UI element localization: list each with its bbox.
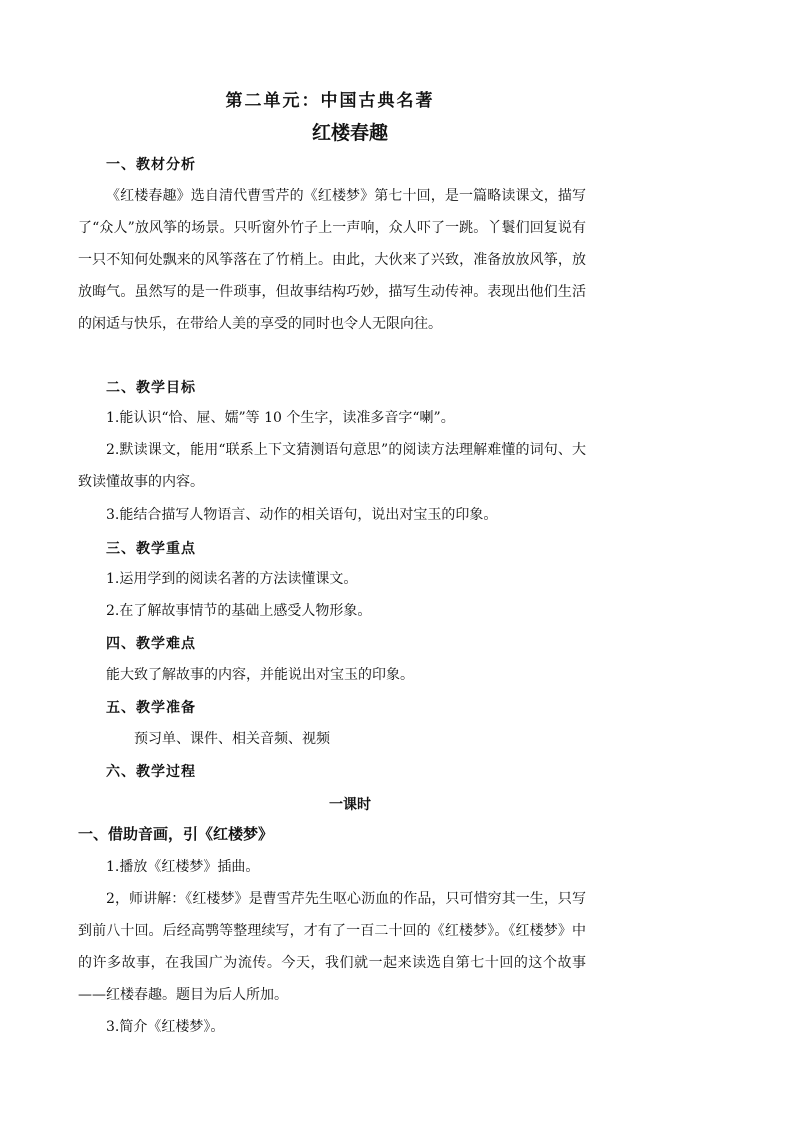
goal-item-1: 1.能认识“恰、屉、嬬”等 10 个生字，读准多音字“喇”。 [106, 410, 455, 426]
goal-item-2: 2.默读课文，能用“联系上下文猜测语句意思”的阅读方法理解难懂的词句、大致读懂故事的内容。 [78, 442, 586, 490]
key-point-2: 2.在了解故事情节的基础上感受人物形象。 [106, 603, 372, 619]
key-point-1: 1.运用学到的阅读名著的方法读懂课文。 [106, 571, 358, 587]
heading-analysis: 一、教材分析 [106, 157, 196, 173]
goal-item-3: 3.能结合描写人物语言、动作的相关语句，说出对宝玉的印象。 [106, 507, 498, 523]
analysis-paragraph: 《红楼春趣》选自清代曹雪芹的《红楼梦》第七十回，是一篇略读课文，描写了“众人”放风筝的场景。只听窗外竹子上一声响，众人吓了一跳。丫鬟们回复说有一只不知何处飘来的风筝落在了竹梢上。由此，大伙来了兴致，准备放放风筝，放放晦气。虽然写的是一件琐事，但故事结构巧妙，描写生动传神。表现出他们生活的闲适与快乐，在带给人美的享受的同时也令人无限向往。 [78, 188, 586, 332]
heading-goals: 二、教学目标 [106, 380, 196, 396]
step1-item-1: 1.播放《红楼梦》插曲。 [106, 859, 260, 875]
preparation-text: 预习单、课件、相关音频、视频 [134, 731, 330, 747]
period-title: 一课时 [329, 797, 371, 813]
step1-item-3: 3.简介《红楼梦》。 [106, 1019, 225, 1035]
unit-title: 第二单元：中国古典名著 [225, 91, 435, 111]
step1-heading: 一、借助音画，引《红楼梦》 [78, 825, 274, 843]
heading-preparation: 五、教学准备 [106, 700, 196, 716]
heading-difficulties: 四、教学难点 [106, 636, 196, 652]
step1-item-2: 2，师讲解：《红楼梦》是曹雪芹先生呕心沥血的作品，只可惜穷其一生，只写到前八十回。后经高鹗等整理续写，才有了一百二十回的《红楼梦》。《红楼梦》中的许多故事，在我国广为流传。今天，我们就一起来读选自第七十回的这个故事——红楼春趣。题目为后人所加。 [78, 891, 586, 1003]
lesson-title: 红楼春趣 [311, 122, 388, 144]
heading-key-points: 三、教学重点 [106, 541, 196, 557]
difficulty-text: 能大致了解故事的内容，并能说出对宝玉的印象。 [106, 667, 414, 683]
heading-process: 六、教学过程 [106, 764, 196, 780]
